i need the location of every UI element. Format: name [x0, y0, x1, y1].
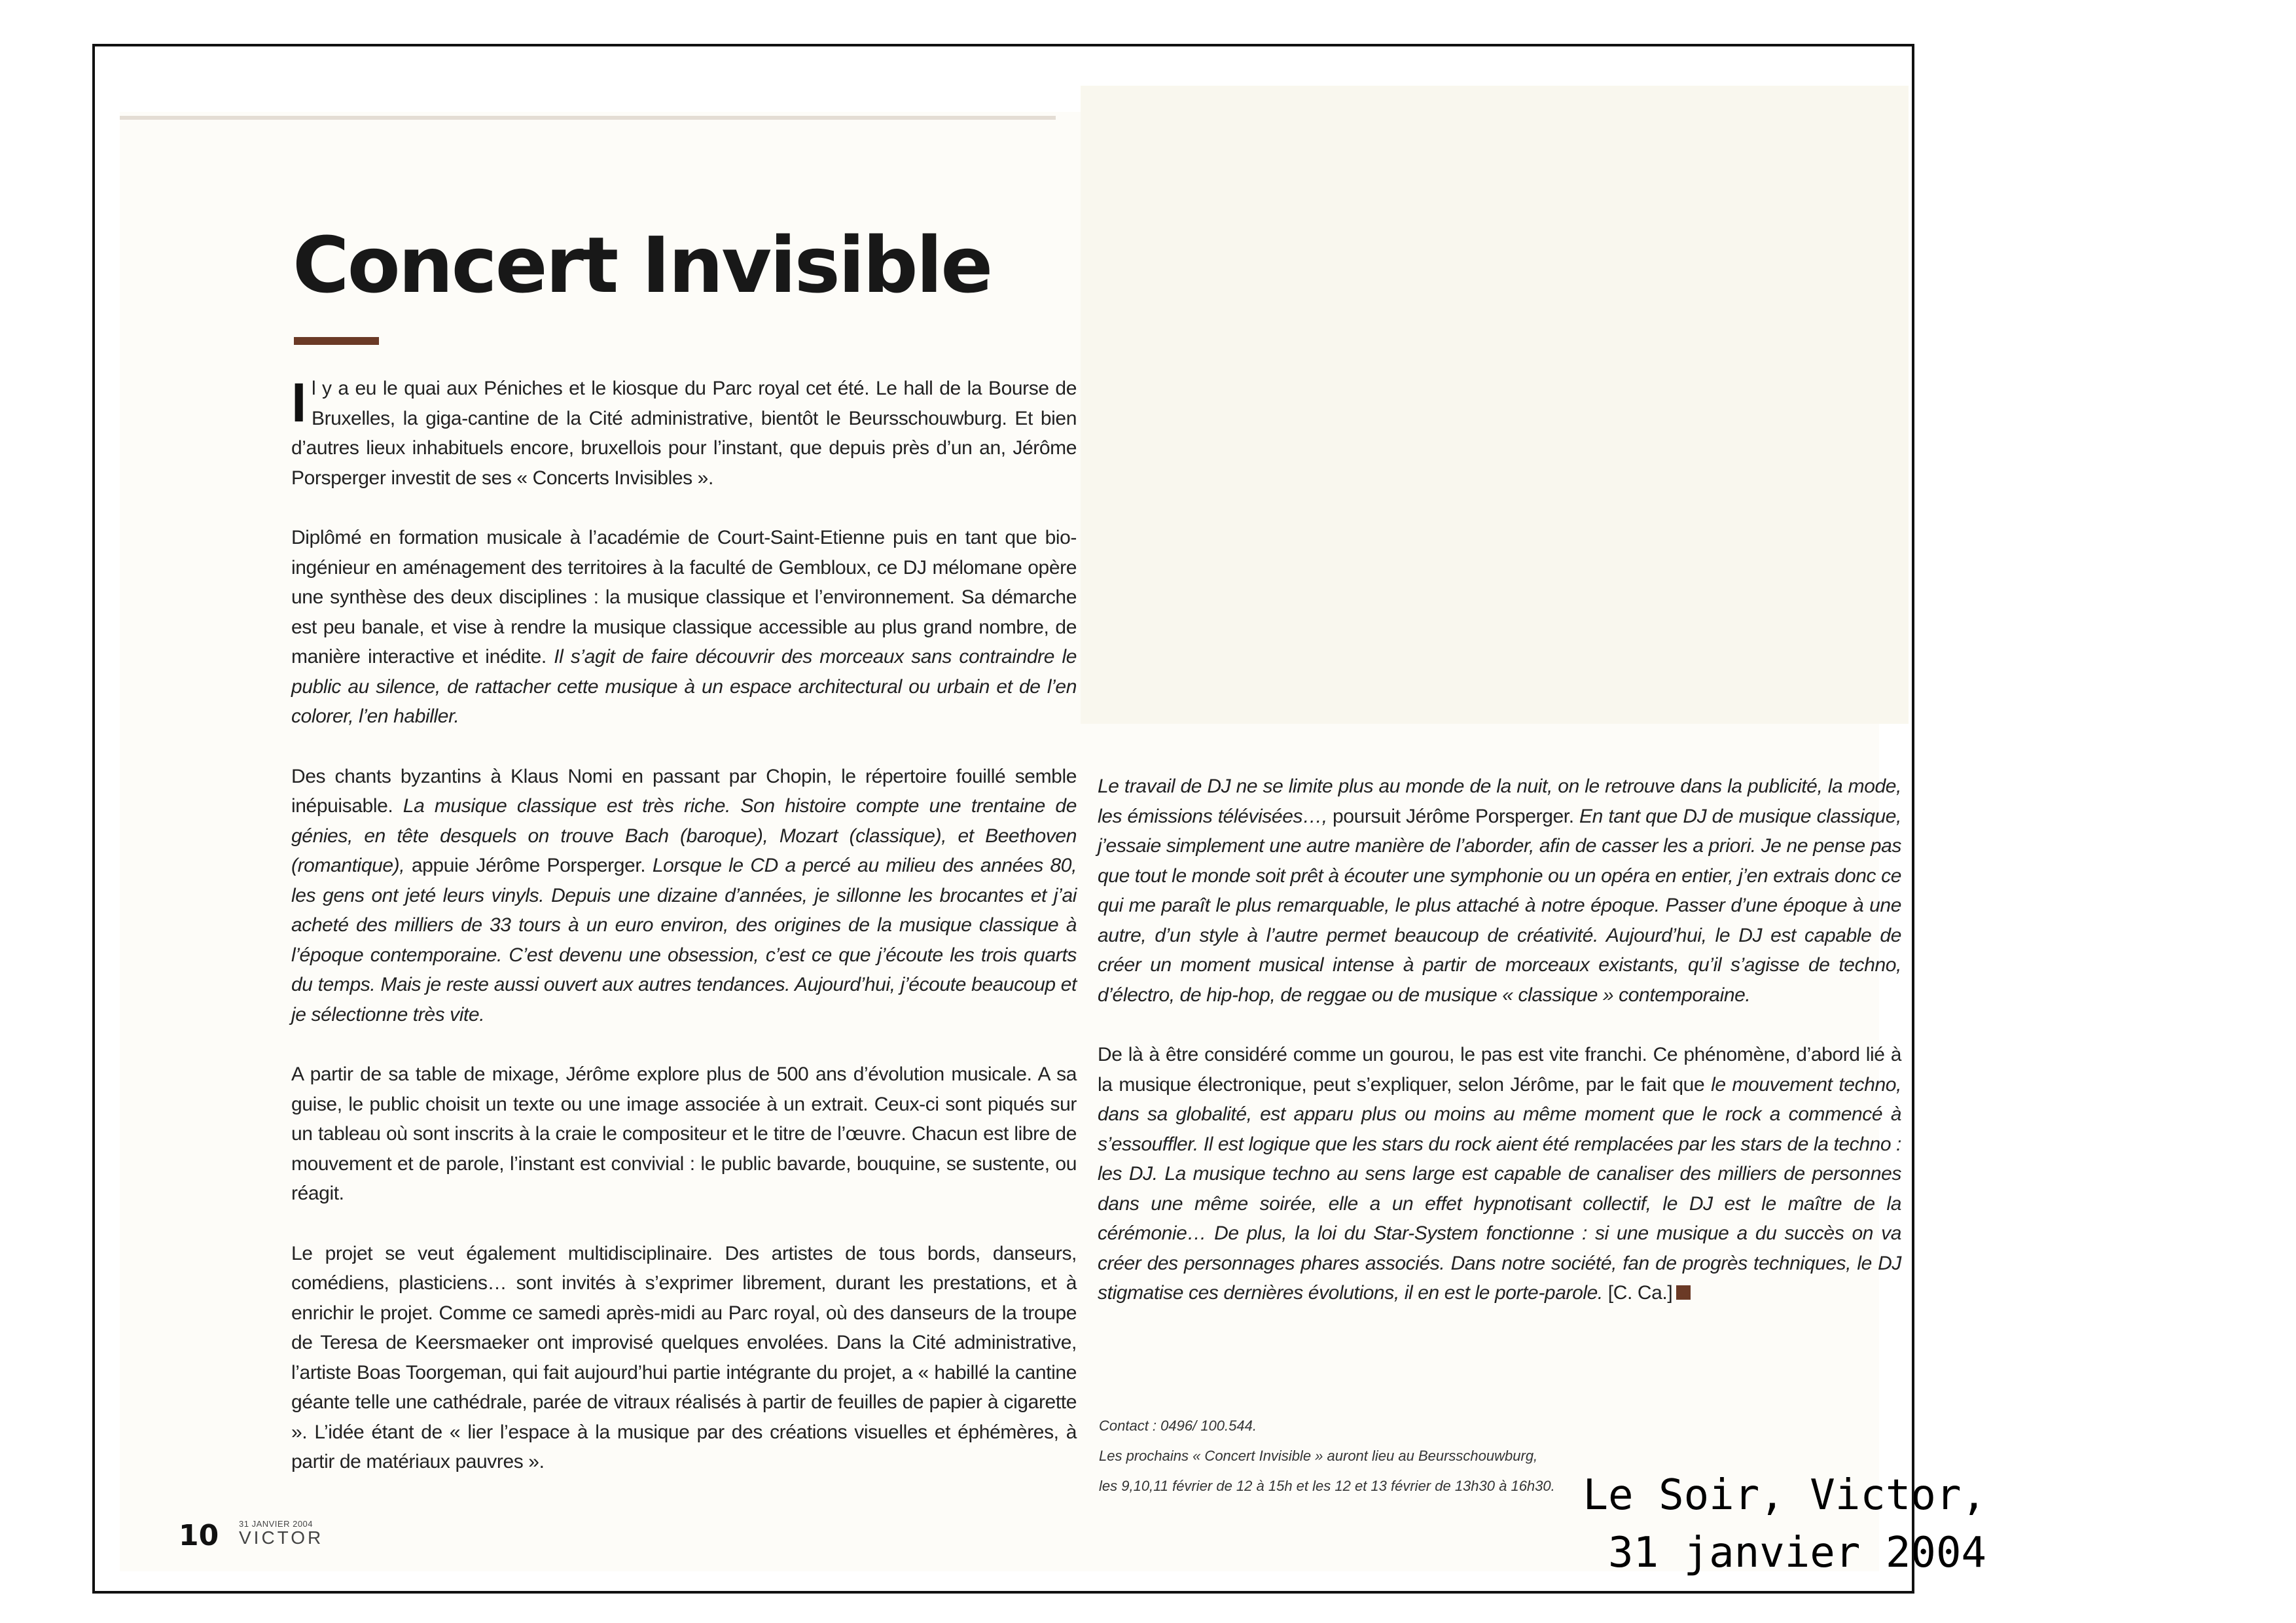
quote-text: La musique classique est très riche. Son histoire compte une trentaine de génies, en tête desquels on trouve Bach (baroque), Mozart (classique), et Beethoven (romantique),: [291, 795, 1077, 876]
body-text: Des chants byzantins à Klaus Nomi en passant par Chopin, le répertoire fouillé semble inépuisable.: [291, 765, 1077, 817]
top-rule: [120, 116, 1056, 120]
right-column: [1098, 772, 1901, 1308]
scanned-article: [120, 112, 1901, 1571]
quote-text: En tant que DJ de musique classique, j’essaie simplement une autre manière de l’aborder, afin de casser les a priori. Je ne pense pas que tout le monde soit prêt à écouter une symphonie ou un opéra en entier, j’en extrais donc ce qui me paraît le plus remarquable, le plus attaché à notre époque. Passer d’une époque à une autre, d’un style à l’autre permet beaucoup de créativité. Aujourd’hui, le DJ est capable de créer un moment musical intense à partir de morceaux existants, qu’il s’agisse de techno, d’électro, de hip-hop, de reggae ou de musique « classique » contemporaine.: [1098, 805, 1901, 1006]
page-number: 10: [179, 1519, 219, 1552]
title-underline: [294, 337, 379, 345]
body-text: Diplômé en formation musicale à l’académie de Court-Saint-Etienne puis en tant que bio-ingénieur en aménagement des territoires à la faculté de Gembloux, ce DJ mélomane opère une synthèse des deux disciplines : la musique classique et l’environnement. Sa démarche est peu banale, et vise à rendre la musique classique accessible au plus grand nombre, de manière interactive et inédite.: [291, 527, 1077, 668]
article-paragraph: [291, 1060, 1077, 1209]
body-text: Le projet se veut également multidisciplinaire. Des artistes de tous bords, danseurs, comédiens, plasticiens… sont invités à s’exprimer librement, durant les prestations, et à enrichir le projet. Comme ce samedi après-midi au Parc royal, où des danseurs de la troupe de Teresa de Keersmaeker ont improvisé quelques envolées. Dans la Cité administrative, l’artiste Boas Toorgeman, qui fait aujourd’hui partie intégrante du projet, a « habillé la cantine géante telle une cathédrale, parée de vitraux réalisés à partir de feuilles de papier à cigarette ». L’idée étant de « lier l’espace à la musique par des créations visuelles et éphémères, à partir de matériaux pauvres ».: [291, 1242, 1077, 1472]
caption-line: Le Soir, Victor,: [1583, 1471, 1986, 1520]
article-paragraph: [1098, 1040, 1901, 1308]
quote-text: Lorsque le CD a percé au milieu des années 80, les gens ont jeté leurs vinyls. Depuis une dizaine d’années, je sillonne les brocantes et j’ai acheté des milliers de 33 tours à un euro environ, des origines de la musique classique à l’époque contemporaine. C’est devenu une obsession, c’est ce que j’écoute les trois quarts du temps. Mais je reste aussi ouvert aux autres tendances. Aujourd’hui, j’écoute beaucoup et je sélectionne très vite.: [291, 855, 1077, 1026]
document-frame: [92, 44, 1986, 1594]
contact-line: Les prochains « Concert Invisible » auront lieu au Beursschouwburg,: [1099, 1448, 1538, 1464]
body-text: appuie Jérôme Porsperger.: [404, 855, 653, 876]
body-text: [C. Ca.]: [1602, 1282, 1673, 1304]
article-paragraph: [291, 523, 1077, 732]
folio-meta: [239, 1519, 323, 1547]
quote-text: Le travail de DJ ne se limite plus au monde de la nuit, on le retrouve dans la publicité, la mode, les émissions télévisées…,: [1098, 776, 1901, 827]
contact-line: Contact : 0496/ 100.544.: [1099, 1418, 1257, 1434]
article-title: Concert Invisible: [293, 220, 992, 310]
source-caption: [1417, 1467, 1986, 1582]
contact-line: les 9,10,11 février de 12 à 15h et les 12 et 13 février de 13h30 à 16h30.: [1099, 1478, 1555, 1494]
caption-line: 31 janvier 2004: [1608, 1529, 1986, 1577]
quote-text: le mouvement techno, dans sa globalité, est apparu plus ou moins au même moment que le rock a commencé à s’essouffler. Il est logique que les stars du rock aient été remplacées par les stars de la techno : les DJ. La musique techno au sens large est capable de canaliser des milliers de personnes dans une même soirée, elle a un effet hypnotisant collectif, le DJ est le maître de la cérémonie… De plus, la loi du Star-System fonctionne : si une musique a du succès on va créer des personnages phares associés. Dans notre société, fan de progrès techniques, le DJ stigmatise ces dernières évolutions, il en est le porte-parole.: [1098, 1073, 1901, 1304]
article-paragraph: [291, 1239, 1077, 1477]
body-text: poursuit Jérôme Porsperger.: [1327, 805, 1580, 827]
quote-text: Il s’agit de faire découvrir des morceaux sans contraindre le public au silence, de rattacher cette musique à un espace architectural ou urbain et de l’en colorer, l’en habiller.: [291, 646, 1077, 727]
body-text: l y a eu le quai aux Péniches et le kiosque du Parc royal cet été. Le hall de la Bourse de Bruxelles, la giga-cantine de la Cité administrative, bientôt le Beursschouwburg. Et bien d’autres lieux inhabituels encore, bruxellois pour l’instant, que depuis près d’un an, Jérôme Porsperger investit de ses « Concerts Invisibles ».: [291, 378, 1077, 489]
magazine-name: VICTOR: [239, 1527, 324, 1548]
drop-cap: I: [291, 372, 306, 433]
left-column: [291, 374, 1077, 1477]
body-text: De là à être considéré comme un gourou, le pas est vite franchi. Ce phénomène, d’abord lié à la musique électronique, peut s’expliquer, selon Jérôme, par le fait que: [1098, 1044, 1901, 1096]
article-paragraph: [291, 762, 1077, 1030]
end-mark-icon: [1676, 1285, 1691, 1300]
blank-image-area: [1081, 86, 1909, 724]
article-paragraph: [1098, 772, 1901, 1010]
article-paragraph: [291, 374, 1077, 493]
body-text: A partir de sa table de mixage, Jérôme explore plus de 500 ans d’évolution musicale. A sa guise, le public choisit un texte ou une image associée à un extrait. Ceux-ci sont piqués sur un tableau où sont inscrits à la craie le compositeur et le titre de l’œuvre. Chacun est libre de mouvement et de parole, l’instant est convivial : le public bavarde, bouquine, se sustente, ou réagit.: [291, 1063, 1077, 1204]
issue-date: 31 JANVIER 2004: [239, 1519, 314, 1529]
